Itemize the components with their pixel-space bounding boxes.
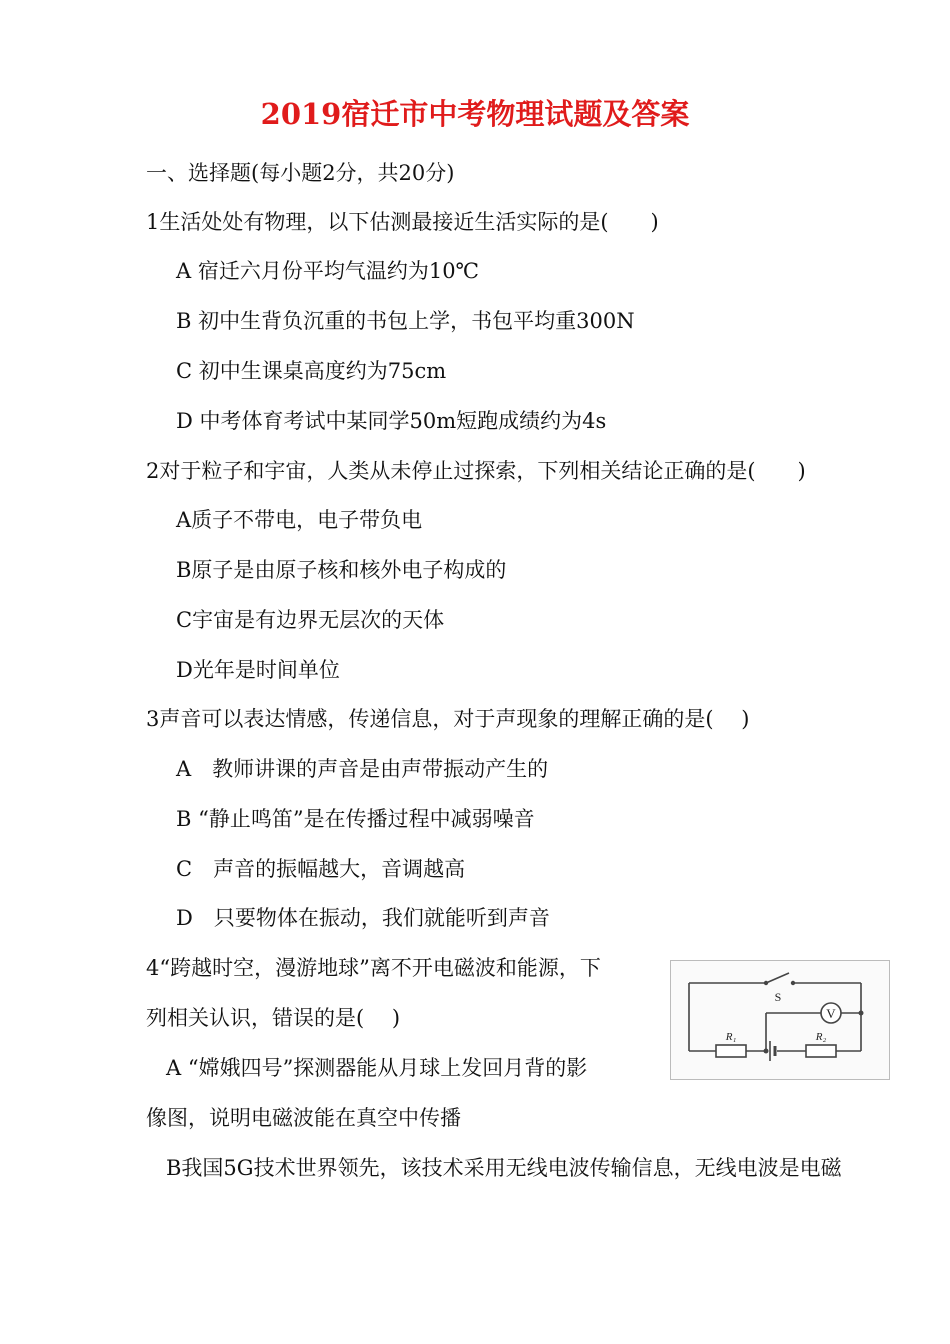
page-title: 2019宿迁市中考物理试题及答案 xyxy=(260,97,690,131)
question-3-option-d: D 只要物体在振动，我们就能听到声音 xyxy=(176,906,550,930)
question-4-stem-line1: 4“跨越时空，漫游地球”离不开电磁波和能源，下 xyxy=(146,956,601,980)
question-2-option-b: B原子是由原子核和核外电子构成的 xyxy=(176,558,507,582)
question-4-option-a-line2: 像图，说明电磁波能在真空中传播 xyxy=(146,1106,461,1130)
resistor-r1 xyxy=(716,1045,746,1057)
r1-label: R₁ xyxy=(725,1031,737,1043)
question-1-option-c: C 初中生课桌高度约为75cm xyxy=(176,359,447,383)
question-1-option-a: A 宿迁六月份平均气温约为10℃ xyxy=(176,259,480,283)
question-4-option-b-line1: B我国5G技术世界领先，该技术采用无线电波传输信息，无线电波是电磁 xyxy=(166,1156,842,1180)
junction-dot xyxy=(859,1011,864,1016)
question-3-option-c: C 声音的振幅越大，音调越高 xyxy=(176,857,466,881)
question-2-option-c: C宇宙是有边界无层次的天体 xyxy=(176,608,445,632)
voltmeter-label: V xyxy=(826,1006,836,1021)
circuit-diagram-svg xyxy=(671,961,889,1079)
junction-dot xyxy=(764,1049,769,1054)
question-3-stem: 3声音可以表达情感，传递信息，对于声现象的理解正确的是( ) xyxy=(146,707,750,731)
resistor-r2 xyxy=(806,1045,836,1057)
question-4-stem-line2: 列相关认识，错误的是( ) xyxy=(146,1006,401,1030)
r2-label: R₂ xyxy=(815,1031,827,1043)
switch-blade xyxy=(766,973,789,983)
question-3-option-a: A 教师讲课的声音是由声带振动产生的 xyxy=(176,757,549,781)
question-3-option-b: B “静止鸣笛”是在传播过程中减弱噪音 xyxy=(176,807,535,831)
question-2-option-a: A质子不带电，电子带负电 xyxy=(176,508,423,532)
question-1-option-d: D 中考体育考试中某同学50m短跑成绩约为4s xyxy=(176,409,607,433)
section-heading: 一、选择题(每小题2分，共20分) xyxy=(146,161,455,185)
question-1-stem: 1生活处处有物理，以下估测最接近生活实际的是( ) xyxy=(146,210,659,234)
question-4-option-a-line1: A “嫦娥四号”探测器能从月球上发回月背的影 xyxy=(166,1056,588,1080)
switch-label: S xyxy=(774,990,782,1004)
question-2-stem: 2对于粒子和宇宙，人类从未停止过探索，下列相关结论正确的是( ) xyxy=(146,459,806,483)
question-2-option-d: D光年是时间单位 xyxy=(176,658,340,682)
switch-contact xyxy=(764,981,768,985)
question-1-option-b: B 初中生背负沉重的书包上学，书包平均重300N xyxy=(176,309,635,333)
circuit-diagram xyxy=(670,960,890,1080)
